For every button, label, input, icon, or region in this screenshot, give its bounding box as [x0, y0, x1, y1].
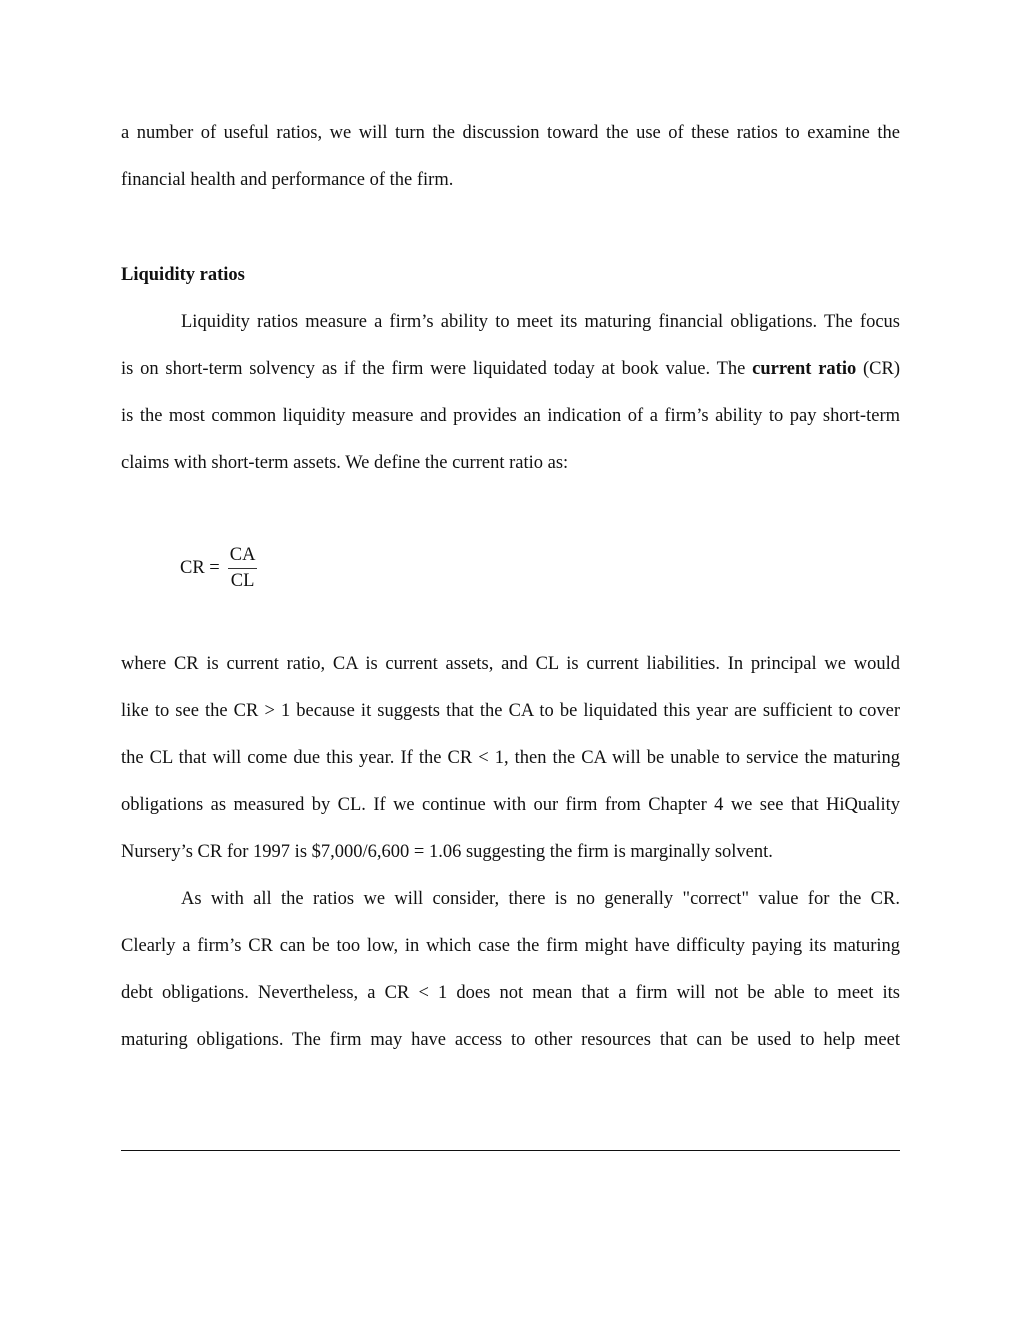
text-line: where CR is current ratio, CA is current assets, and CL is current liabilities. In principal we would	[121, 654, 900, 674]
text-line: is the most common liquidity measure and provides an indication of a firm’s ability to pay short-term	[121, 406, 900, 426]
text-line: claims with short-term assets. We define the current ratio as:	[121, 453, 569, 473]
text-segment: is on short-term solvency as if the firm were liquidated today at book value. The	[121, 359, 753, 379]
text-segment: (CR)	[856, 359, 901, 379]
term-current-ratio: current ratio	[752, 359, 857, 379]
formula-lhs: CR =	[180, 558, 220, 578]
text-line: like to see the CR > 1 because it suggests that the CA to be liquidated this year are sufficient to cover	[121, 701, 900, 721]
text-line: the CL that will come due this year. If the CR < 1, then the CA will be unable to service the maturing	[121, 748, 900, 768]
text-line: financial health and performance of the firm.	[121, 170, 454, 190]
section-heading: Liquidity ratios	[121, 265, 245, 285]
text-line: debt obligations. Nevertheless, a CR < 1 does not mean that a firm will not be able to meet its	[121, 983, 900, 1003]
text-line: As with all the ratios we will consider, there is no generally "correct" value for the CR.	[181, 889, 900, 909]
text-line: Nursery’s CR for 1997 is $7,000/6,600 = 1.06 suggesting the firm is marginally solvent.	[121, 842, 773, 862]
fraction	[228, 545, 258, 592]
text-line: Liquidity ratios measure a firm’s ability to meet its maturing financial obligations. The focus	[181, 312, 900, 332]
text-line: Clearly a firm’s CR can be too low, in which case the firm might have difficulty paying its maturing	[121, 936, 900, 956]
text-line	[121, 358, 900, 380]
text-line: a number of useful ratios, we will turn the discussion toward the use of these ratios to examine the	[121, 123, 900, 143]
text-line: maturing obligations. The firm may have access to other resources that can be used to help meet	[121, 1030, 900, 1050]
numerator: CA	[228, 545, 258, 569]
denominator: CL	[230, 571, 255, 591]
footnote-divider	[121, 1150, 900, 1151]
text-line: obligations as measured by CL. If we continue with our firm from Chapter 4 we see that HiQuality	[121, 795, 900, 815]
current-ratio-formula	[180, 545, 257, 592]
